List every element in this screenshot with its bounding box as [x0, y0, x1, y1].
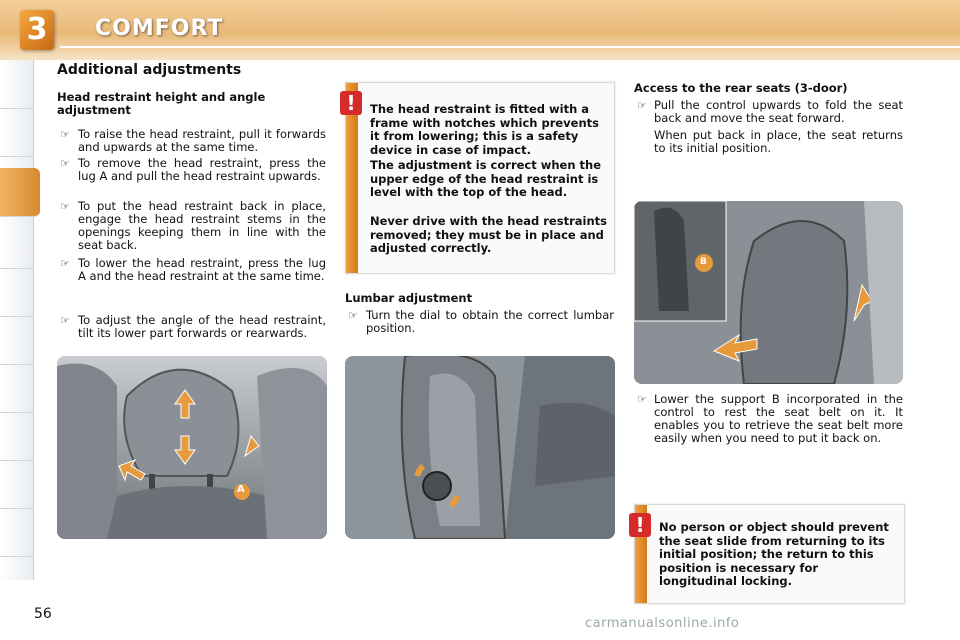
sidebar-tab[interactable]	[0, 412, 33, 461]
bullet-text: To raise the head restraint, pull it forwards and upwards at the same time.	[78, 127, 326, 154]
warning-text: The head restraint is fitted with a frame with notches which prevents it from lowering; this is a safety device in case of impact.	[370, 102, 600, 157]
sidebar-tab-active[interactable]	[0, 168, 40, 217]
warning-box-seat-slide	[634, 504, 905, 604]
warning-text: No person or object should prevent the seat slide from returning to its initial position; the return to this position is necessary for longitudinal locking.	[659, 520, 889, 588]
bullet-text: To remove the head restraint, press the lug A and pull the head restraint upwards.	[78, 156, 326, 183]
sidebar-tab[interactable]	[0, 460, 33, 509]
sidebar-tab[interactable]	[0, 220, 33, 269]
sidebar-tab[interactable]	[0, 108, 33, 157]
bullet-text: To adjust the angle of the head restraint, tilt its lower part forwards or rearwards.	[78, 313, 326, 340]
bullet-text: Turn the dial to obtain the correct lumbar position.	[366, 308, 614, 335]
support-label-b: B	[700, 257, 707, 267]
bullet-text: To put the head restraint back in place, engage the head restraint stems in the openings keeping them in line with the seat back.	[78, 199, 326, 252]
bullet-icon: ☞	[60, 200, 70, 213]
header	[0, 0, 960, 60]
rear-access-title: Access to the rear seats (3-door)	[634, 81, 848, 95]
head-restraint-drawing	[57, 356, 327, 539]
bullet-text: Lower the support B incorporated in the control to rest the seat belt on it. It enables you to retrieve the seat belt more easily when you need to put it back on.	[654, 392, 903, 445]
warning-icon: !	[340, 91, 362, 115]
section-title: Additional adjustments	[57, 62, 242, 78]
sidebar-tabs	[0, 60, 34, 580]
warning-box-head-restraint	[345, 82, 615, 274]
bullet-text: To lower the head restraint, press the lug A and the head restraint at the same time.	[78, 256, 326, 283]
page-title: COMFORT	[95, 16, 224, 41]
bullet-icon: ☞	[348, 309, 358, 322]
bullet-icon: ☞	[637, 99, 647, 112]
sidebar-tab[interactable]	[0, 364, 33, 413]
bullet-icon: ☞	[60, 157, 70, 170]
lug-label-a: A	[237, 484, 245, 495]
warning-icon: !	[629, 513, 651, 537]
rear-access-note: When put back in place, the seat returns to its initial position.	[654, 128, 903, 155]
footer-watermark: carmanualsonline.info	[585, 616, 740, 631]
rear-seat-access-illustration	[634, 201, 903, 384]
warning-text: The adjustment is correct when the upper edge of the head restraint is level with the top of the head.	[370, 158, 602, 199]
bullet-icon: ☞	[60, 128, 70, 141]
lumbar-illustration	[345, 356, 615, 539]
head-restraint-illustration	[57, 356, 327, 539]
bullet-text: Pull the control upwards to fold the seat back and move the seat forward.	[654, 98, 903, 125]
chapter-badge: 3	[20, 10, 54, 50]
page-number: 56	[34, 606, 52, 622]
sidebar-tab[interactable]	[0, 268, 33, 317]
header-divider	[60, 46, 960, 48]
sidebar-tab[interactable]	[0, 60, 33, 109]
lumbar-title: Lumbar adjustment	[345, 291, 473, 305]
sidebar-tab[interactable]	[0, 316, 33, 365]
bullet-icon: ☞	[60, 314, 70, 327]
lumbar-drawing	[345, 356, 615, 539]
warning-text: Never drive with the head restraints removed; they must be in place and adjusted correctly.	[370, 214, 607, 255]
subtitle-head-restraint: Head restraint height and angle adjustment	[57, 90, 266, 117]
bullet-icon: ☞	[637, 393, 647, 406]
rear-seat-drawing	[634, 201, 903, 384]
bullet-icon: ☞	[60, 257, 70, 270]
sidebar-tab[interactable]	[0, 508, 33, 557]
